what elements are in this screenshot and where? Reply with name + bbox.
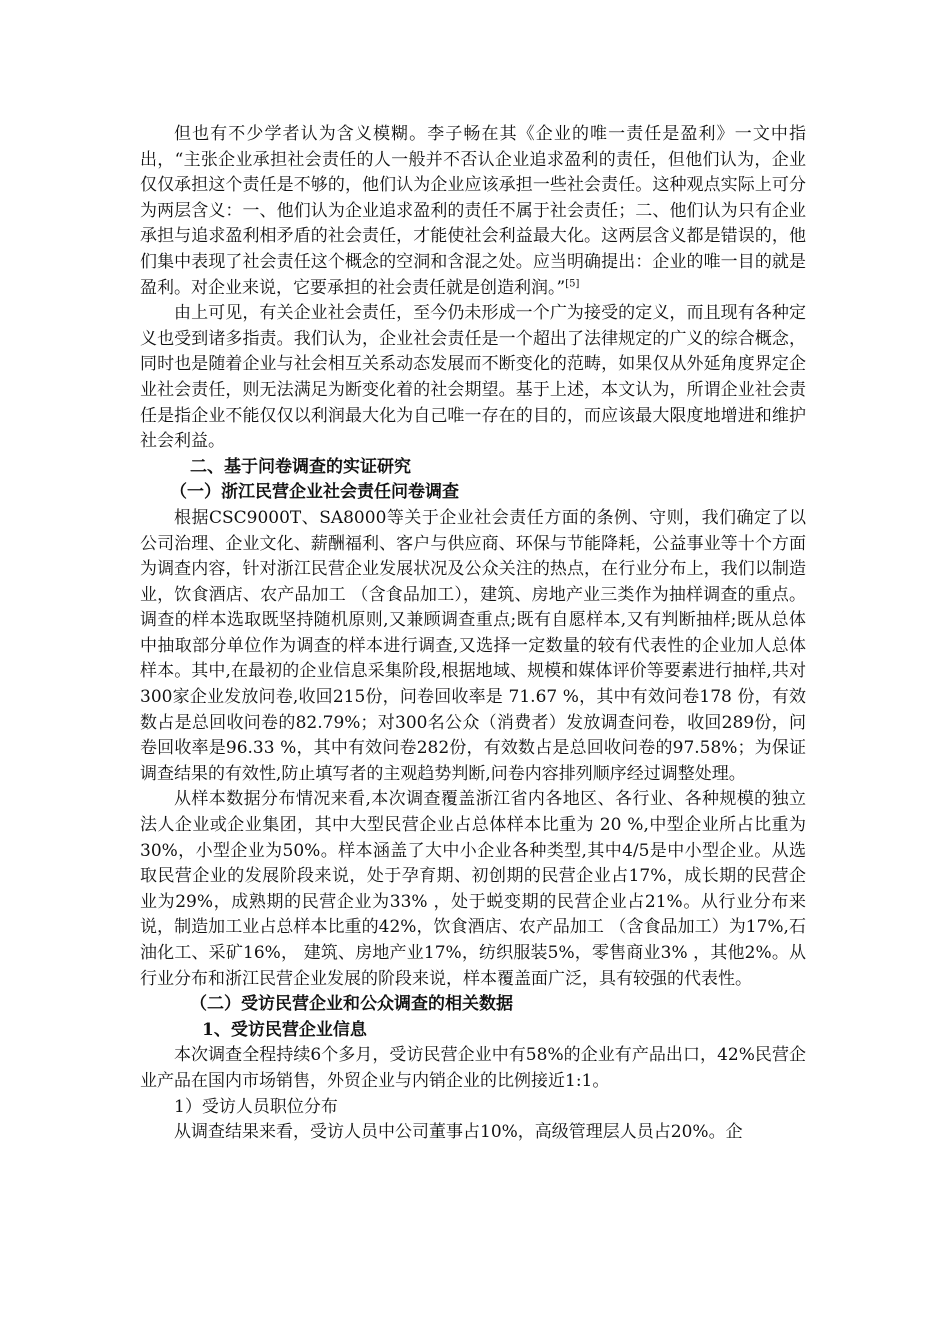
section-heading: 二、基于问卷调查的实证研究 — [190, 456, 411, 477]
document-page — [140, 122, 806, 1146]
paragraph-definition-critique — [140, 122, 806, 301]
citation-ref: [5] — [565, 277, 580, 289]
paragraph-survey-duration: 本次调查全程持续6个多月，受访民营企业中有58%的企业有产品出口，42%民营企业产品在国内市场销售，外贸企业与内销企业的比例接近1:1。 — [140, 1045, 806, 1091]
paragraph-positions: 从调查结果来看，受访人员中公司董事占10%，高级管理层人员占20%。企 — [174, 1122, 743, 1143]
paragraph-sample-distribution: 从样本数据分布情况来看,本次调查覆盖浙江省内各地区、各行业、各种规模的独立法人企业或企业集团，其中大型民营企业占总体样本比重为 20 %,中型企业所占比重为30%，小型企业为50%。样本涵盖了大中小企业各种类型,其中4/5是中小型企业。从选取民营企业的发展阶段来说，处于孕育期、初创期的民营企业占17%，成长期的民营企业为29%，成熟期的民营企业为33% ，处于蜕变期的民营企业占21%。从行业分布来说，制造加工业占总样本比重的42%，饮食酒店、农产品加工 （含食品加工）为17%,石油化工、采矿16%， 建筑、房地产业17%，纺织服装5%，零售商业3% ，其他2%。从行业分布和浙江民营企业发展的阶段来说，样本覆盖面广泛，具有较强的代表性。 — [140, 789, 806, 989]
list-heading-positions: 1）受访人员职位分布 — [174, 1096, 338, 1117]
paragraph-text: 但也有不少学者认为含义模糊。李子畅在其《企业的唯一责任是盈利》一文中指出，“主张企业承担社会责任的人一般并不否认企业追求盈利的责任，但他们认为，企业仅仅承担这个责任是不够的，他们认为企业应该承担一些社会责任。这种观点实际上可分为两层含义：一、他们认为企业追求盈利的责任不属于社会责任；二、他们认为只有企业承担与追求盈利相矛盾的社会责任，才能使社会利益最大化。这两层含义都是错误的，他们集中表现了社会责任这个概念的空洞和含混之处。应当明确提出：企业的唯一目的就是盈利。对企业来说，它要承担的社会责任就是创造利润。” — [140, 124, 806, 298]
subsection-heading-2: （二）受访民营企业和公众调查的相关数据 — [190, 994, 513, 1015]
subsection-heading-2-1: 1、受访民营企业信息 — [202, 1019, 367, 1040]
paragraph-definition-summary: 由上可见，有关企业社会责任，至今仍未形成一个广为接受的定义，而且现有各种定义也受到诸多指责。我们认为，企业社会责任是一个超出了法律规定的广义的综合概念，同时也是随着企业与社会相互关系动态发展而不断变化的范畴，如果仅从外延角度界定企业社会责任，则无法满足为断变化着的社会期望。基于上述，本文认为，所谓企业社会责任是指企业不能仅仅以利润最大化为自己唯一存在的目的，而应该最大限度地增进和维护社会利益。 — [140, 303, 806, 452]
subsection-heading-1: （一）浙江民营企业社会责任问卷调查 — [170, 482, 459, 503]
paragraph-survey-method: 根据CSC9000T、SA8000等关于企业社会责任方面的条例、守则，我们确定了以公司治理、企业文化、薪酬福利、客户与供应商、环保与节能降耗，公益事业等十个方面为调查内容，针对浙江民营企业发展状况及公众关注的热点，在行业分布上，我们以制造业，饮食酒店、农产品加工 （含食品加工），建筑、房地产业三类作为抽样调查的重点。调查的样本选取既坚持随机原则,又兼顾调查重点;既有自愿样本,又有判断抽样;既从总体中抽取部分单位作为调查的样本进行调查,又选择一定数量的较有代表性的企业加人总体样本。其中,在最初的企业信息采集阶段,根据地域、规模和媒体评价等要素进行抽样,共对300家企业发放问卷,收回215份，问卷回收率是 71.67 %，其中有效问卷178 份，有效数占是总回收问卷的82.79%；对300名公众（消费者）发放调查问卷，收回289份，问卷回收率是96.33 %，其中有效问卷282份，有效数占是总回收问卷的97.58%；为保证调查结果的有效性,防止填写者的主观趋势判断,问卷内容排列顺序经过调整处理。 — [140, 507, 806, 784]
